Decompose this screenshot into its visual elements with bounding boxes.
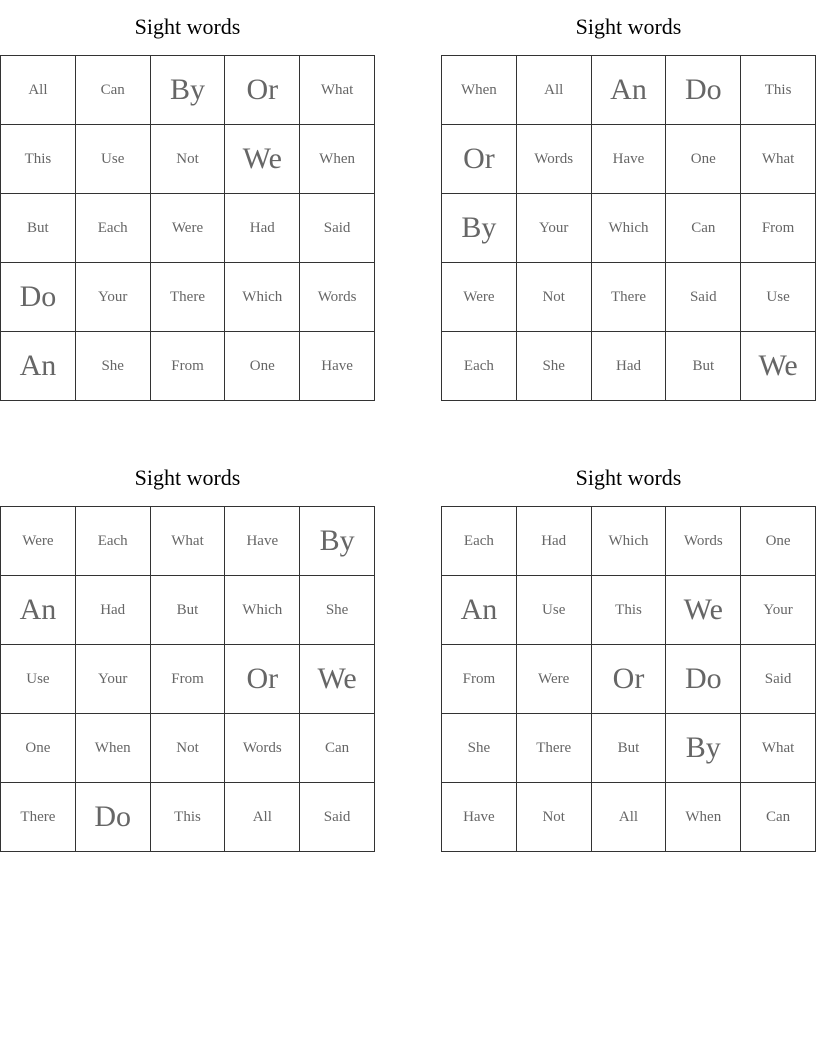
word-cell: But [666,332,741,401]
word-cell: Have [442,783,517,852]
word-cell: Words [516,125,591,194]
word-cell: Not [150,714,225,783]
word-cell: What [150,507,225,576]
word-cell: One [741,507,816,576]
word-cell: Each [75,194,150,263]
word-grid [441,506,816,852]
word-cell: Do [666,645,741,714]
word-cell: Each [442,332,517,401]
grid-row [442,263,816,332]
word-cell: But [150,576,225,645]
word-cell: Can [666,194,741,263]
word-cell: An [442,576,517,645]
word-cell: What [741,714,816,783]
word-cell: But [591,714,666,783]
word-cell: Use [1,645,76,714]
word-cell: Said [741,645,816,714]
word-cell: This [150,783,225,852]
grid-row [1,125,375,194]
card-title: Sight words [575,465,682,490]
grid-row [1,332,375,401]
card-title: Sight words [134,465,241,490]
word-cell: She [75,332,150,401]
word-cell: Which [225,263,300,332]
word-cell: Which [591,507,666,576]
word-cell: Your [75,263,150,332]
grid-row [442,645,816,714]
word-cell: An [591,56,666,125]
word-cell: Not [150,125,225,194]
bingo-card [441,0,816,401]
card-title: Sight words [134,14,241,39]
word-cell: By [300,507,375,576]
word-cell: Use [741,263,816,332]
word-grid [0,506,375,852]
word-cell: Not [516,263,591,332]
word-cell: She [300,576,375,645]
word-cell: Or [591,645,666,714]
word-cell: By [442,194,517,263]
word-cell: All [516,56,591,125]
word-cell: Have [300,332,375,401]
word-cell: Said [300,783,375,852]
word-cell: What [300,56,375,125]
bingo-card [0,451,375,852]
word-cell: She [516,332,591,401]
grid-row [1,507,375,576]
word-cell: Use [516,576,591,645]
word-cell: Said [300,194,375,263]
word-cell: This [1,125,76,194]
word-cell: When [300,125,375,194]
word-cell: From [741,194,816,263]
word-cell: Can [75,56,150,125]
word-cell: Words [666,507,741,576]
grid-row [1,645,375,714]
word-grid [441,55,816,401]
word-cell: There [1,783,76,852]
bingo-card [441,451,816,852]
word-cell: Said [666,263,741,332]
bingo-card [0,0,375,401]
word-cell: Do [666,56,741,125]
word-cell: An [1,576,76,645]
word-cell: Have [591,125,666,194]
grid-row [1,576,375,645]
word-cell: One [225,332,300,401]
word-cell: By [150,56,225,125]
word-cell: We [666,576,741,645]
word-cell: An [1,332,76,401]
grid-row [1,783,375,852]
word-cell: From [442,645,517,714]
word-cell: Had [225,194,300,263]
grid-row [442,507,816,576]
word-cell: Which [225,576,300,645]
grid-row [1,263,375,332]
word-cell: Not [516,783,591,852]
word-cell: Words [225,714,300,783]
word-cell: But [1,194,76,263]
word-cell: Were [516,645,591,714]
word-cell: Words [300,263,375,332]
word-cell: Each [442,507,517,576]
word-cell: There [591,263,666,332]
word-cell: She [442,714,517,783]
word-cell: Can [300,714,375,783]
word-cell: There [150,263,225,332]
word-cell: Do [1,263,76,332]
word-cell: Were [150,194,225,263]
word-cell: Which [591,194,666,263]
word-cell: Each [75,507,150,576]
word-cell: All [1,56,76,125]
grid-row [442,714,816,783]
grid-row [1,194,375,263]
word-cell: Your [741,576,816,645]
word-cell: Had [75,576,150,645]
word-cell: Were [1,507,76,576]
word-cell: Your [75,645,150,714]
word-cell: Or [225,645,300,714]
word-cell: One [666,125,741,194]
grid-row [442,783,816,852]
grid-row [442,56,816,125]
word-cell: Do [75,783,150,852]
word-cell: From [150,332,225,401]
word-cell: Your [516,194,591,263]
word-cell: Can [741,783,816,852]
word-cell: Or [442,125,517,194]
word-cell: We [741,332,816,401]
word-cell: Had [591,332,666,401]
word-cell: There [516,714,591,783]
word-cell: Have [225,507,300,576]
word-cell: Were [442,263,517,332]
word-cell: When [75,714,150,783]
grid-row [442,332,816,401]
word-cell: We [300,645,375,714]
card-title: Sight words [575,14,682,39]
grid-row [442,125,816,194]
word-cell: One [1,714,76,783]
grid-row [442,194,816,263]
word-cell: We [225,125,300,194]
word-cell: When [666,783,741,852]
word-cell: This [741,56,816,125]
word-grid [0,55,375,401]
grid-row [1,56,375,125]
word-cell: From [150,645,225,714]
word-cell: What [741,125,816,194]
grid-row [1,714,375,783]
word-cell: Or [225,56,300,125]
word-cell: Had [516,507,591,576]
word-cell: By [666,714,741,783]
word-cell: All [591,783,666,852]
grid-row [442,576,816,645]
word-cell: This [591,576,666,645]
word-cell: All [225,783,300,852]
word-cell: When [442,56,517,125]
word-cell: Use [75,125,150,194]
